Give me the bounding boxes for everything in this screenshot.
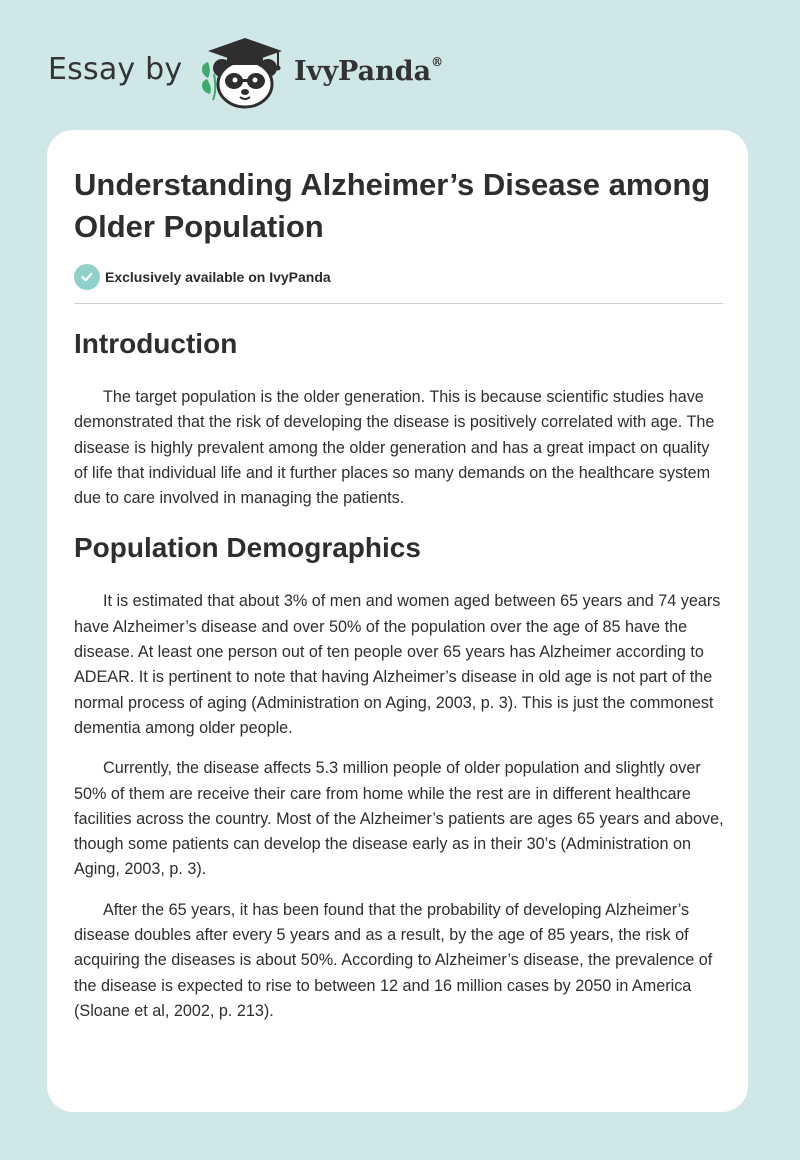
essay-content: [74, 323, 724, 1024]
paragraph: After the 65 years, it has been found that the probability of developing Alzheimer’s disease doubles after every 5 years and as a result, by the age of 85 years, the risk of acquiring the diseases is about 50%. According to Alzheimer’s disease, the prevalence of the disease is expected to rise to between 12 and 16 million cases by 2050 in America (Sloane et al, 2002, p. 213).: [74, 900, 713, 1020]
section-heading-introduction: Introduction: [74, 328, 238, 359]
paragraph: The target population is the older generation. This is because scientific studies have demonstrated that the risk of developing the disease is positively correlated with age. The disease is highly prevalent among the older generation and has a great impact on quality of life that individual life and it further places so many demands on the healthcare system due to care involved in managing the patients.: [74, 388, 715, 508]
check-circle-icon: [74, 264, 100, 290]
divider: [74, 303, 723, 304]
site-header: [48, 30, 508, 110]
exclusive-badge-label: Exclusively available on IvyPanda: [105, 269, 331, 285]
panda-graduate-logo-icon[interactable]: [198, 34, 290, 110]
section-heading-population-demographics: Population Demographics: [74, 532, 421, 564]
essay-by-label: Essay by: [48, 52, 183, 87]
essay-card: [47, 130, 748, 1112]
registered-mark: ®: [431, 55, 444, 69]
paragraph: Currently, the disease affects 5.3 million people of older population and slightly over 50% of them are receive their care from home while the rest are in different healthcare facilities across the country. Most of the Alzheimer’s patients are ages 65 years and above, though some patients can develop the disease early as in their 30’s (Administration on Aging, 2003, p. 3).: [74, 759, 724, 879]
page-title: Understanding Alzheimer’s Disease among Older Population: [74, 167, 711, 244]
brand-name[interactable]: IvyPanda®: [294, 55, 444, 87]
exclusive-badge: [74, 264, 331, 290]
paragraph: It is estimated that about 3% of men and women aged between 65 years and 74 years have Alzheimer’s disease and over 50% of the population over the age of 85 have the disease. At least one person out of ten people over 65 years has Alzheimer according to ADEAR. It is pertinent to note that having Alzheimer’s disease in old age is not part of the normal process of aging (Administration on Aging, 2003, p. 3). This is just the commonest dementia among older people.: [74, 592, 721, 737]
